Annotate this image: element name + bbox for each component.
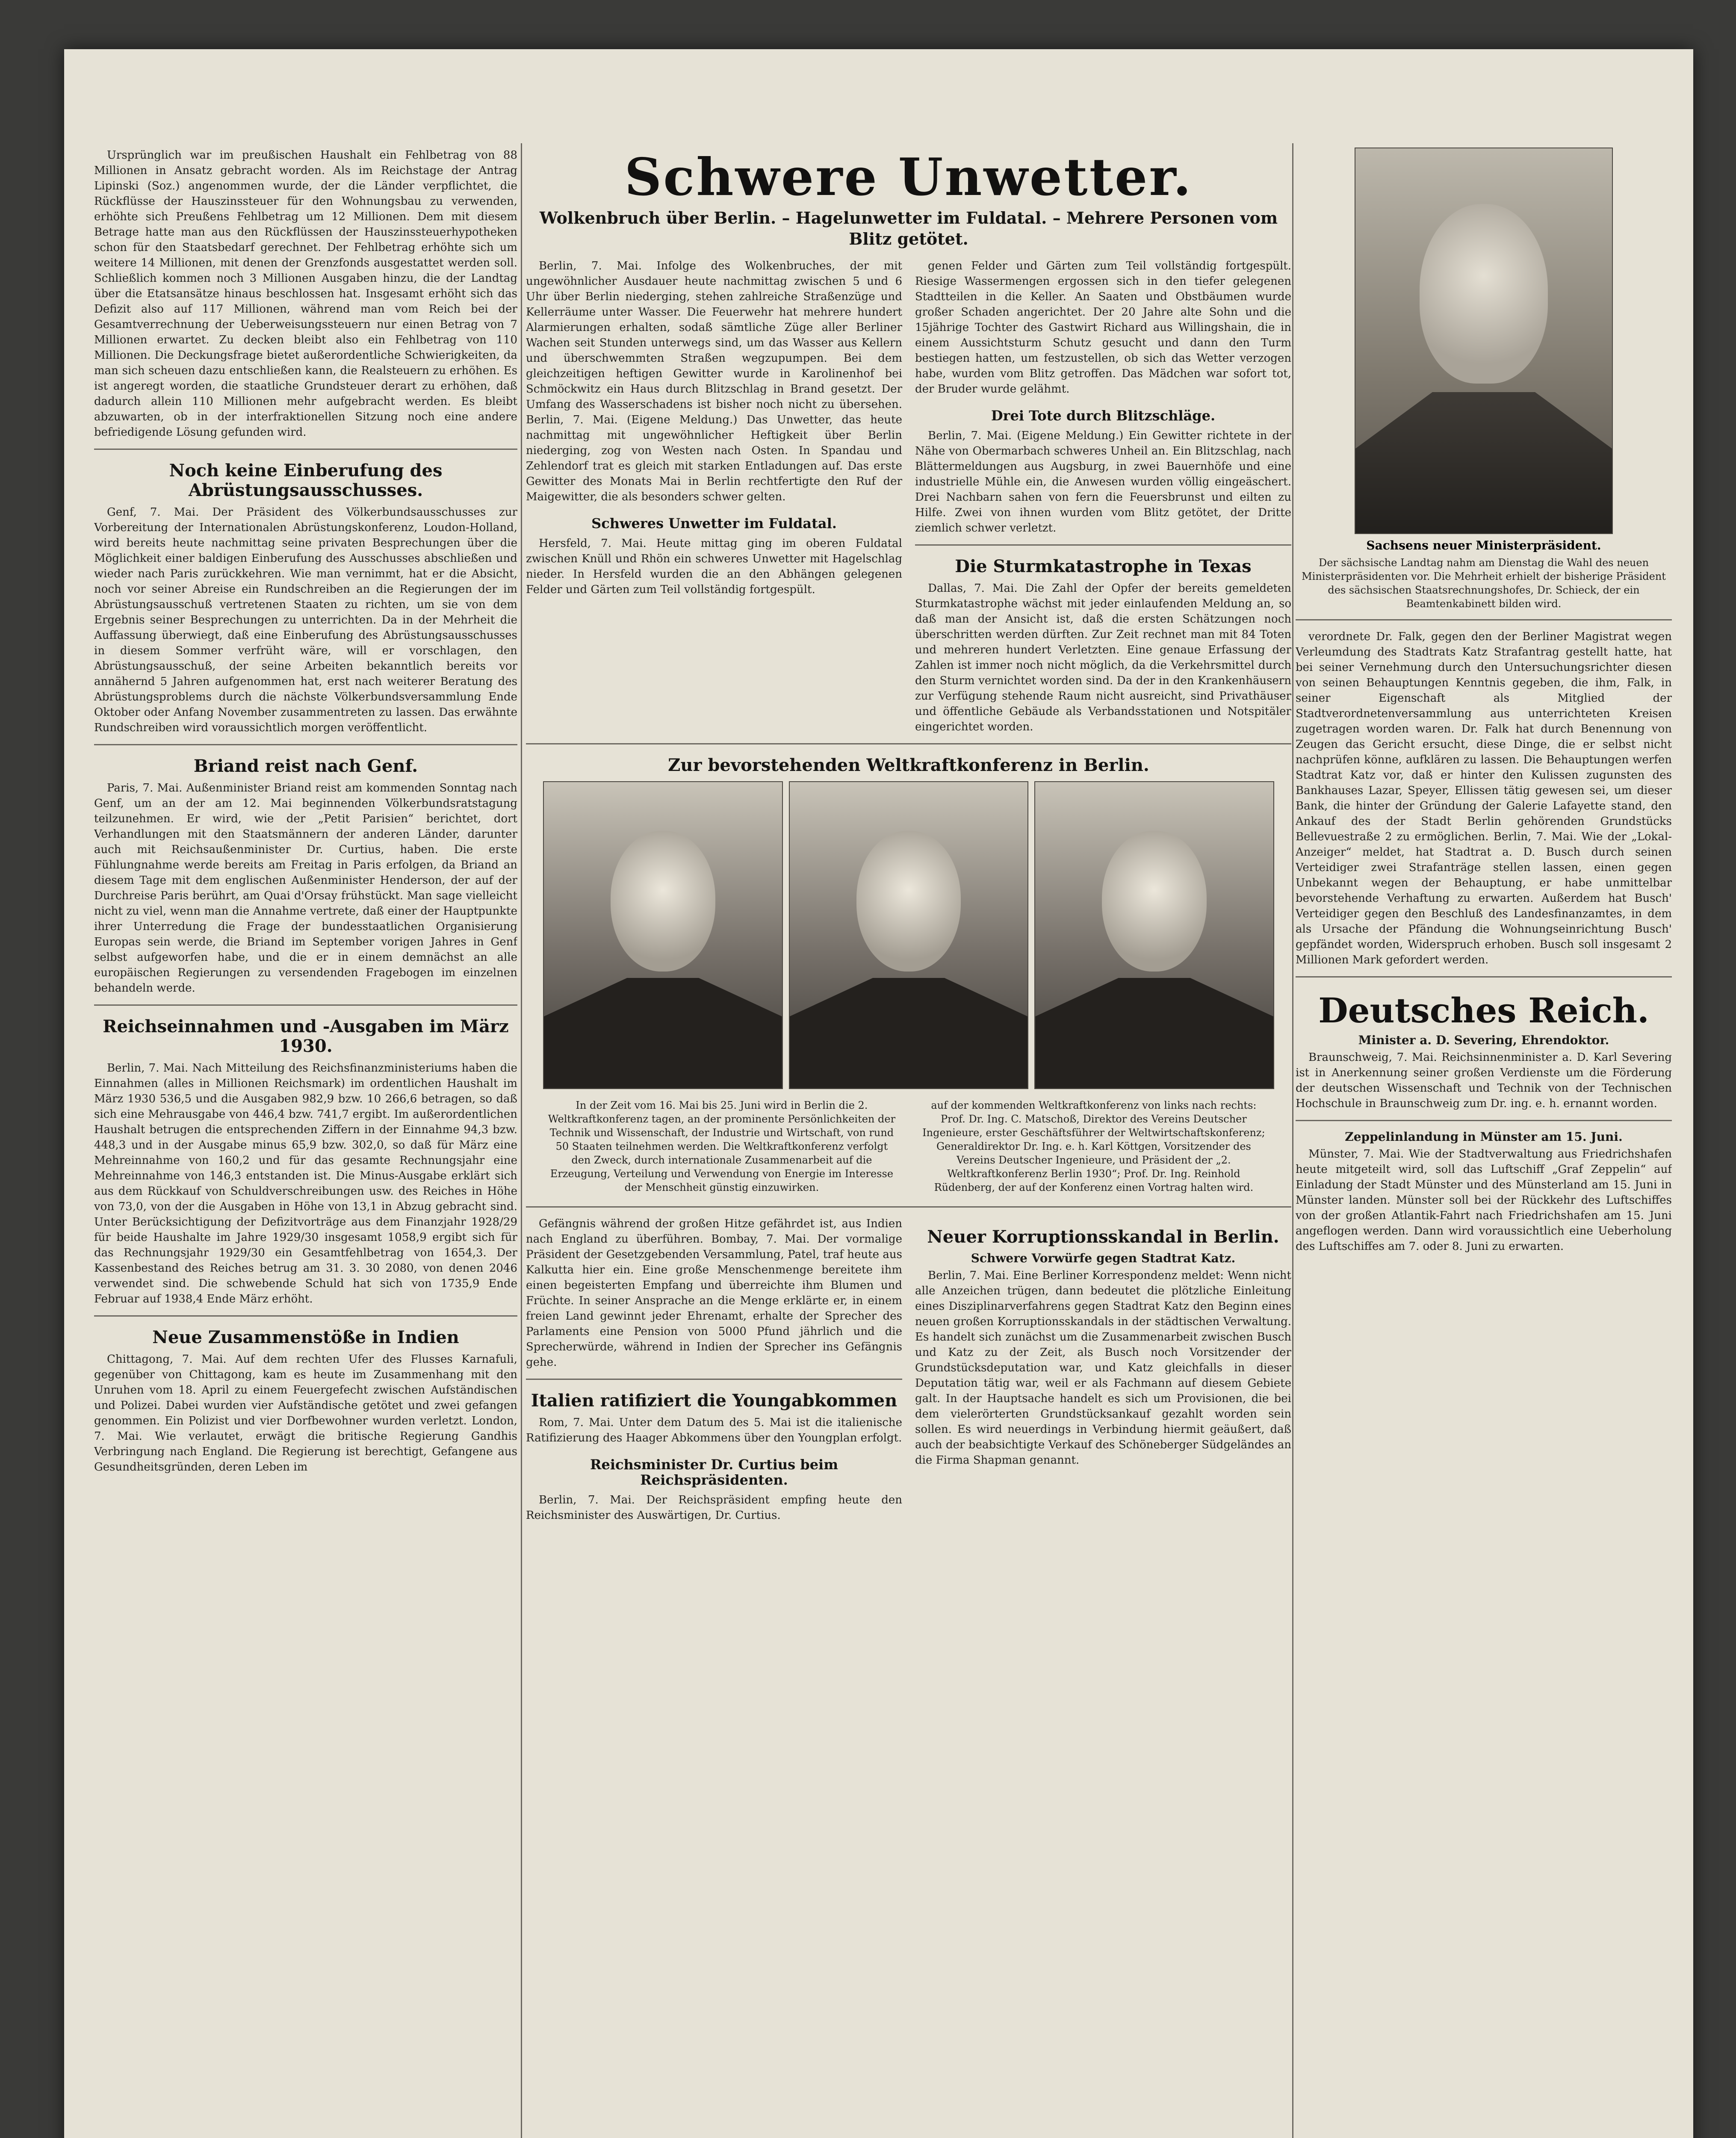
divider [526, 1379, 902, 1380]
portrait-photo [1355, 148, 1613, 534]
photo-group [543, 781, 1274, 1089]
photo-caption-right: auf der kommenden Weltkraftkonferenz von links nach rechts: Prof. Dr. Ing. C. Matschoß, Direktor des Vereins Deutscher Ingenieure, erster Geschäftsführer der Weltwirtschaftskonferenz; Generaldirektor Dr. Ing. e. h. Karl Köttgen, Vorsitzender des Vereins Deutscher Ingenieure, und Präsident der „2. Weltkraftkonferenz Berlin 1930“; Prof. Dr. Ing. Reinhold Rüdenberg, der auf der Konferenz einen Vortrag halten wird. [922, 1099, 1265, 1193]
right-column [1296, 49, 1672, 2138]
article-fulda: Hersfeld, 7. Mai. Heute mittag ging im oberen Fuldatal zwischen Knüll und Rhön ein schweres Unwetter mit Hagelschlag nieder. In Hersfeld wurden die an den Abhängen gelegenen Felder und Gärten zum Teil vollständig fortgespült. [526, 537, 902, 596]
article-texas: Dallas, 7. Mai. Die Zahl der Opfer der bereits gemeldeten Sturmkatastrophe wächst mit jeder einlaufenden Meldung an, so daß man der Ansicht ist, daß die ersten Schätzungen noch überschritten werden dürften. Zur Zeit rechnet man mit 84 Toten und mehreren hundert Verletzten. Eine genaue Erfassung der Zahlen ist immer noch nicht möglich, da die Verkehrsmittel durch den Sturm vernichtet worden sind. Da der in den Krankenhäusern zur Verfügung stehende Raum nicht ausreicht, sind Privathäuser und öffentliche Gebäude als Verbandsstationen und Notspitäler eingerichtet worden. [915, 582, 1291, 733]
divider [94, 1004, 517, 1006]
newspaper-page [64, 49, 1693, 2138]
headline-italy: Italien ratifiziert die Youngabkommen [531, 1390, 898, 1411]
divider [526, 743, 1291, 744]
column-rule [521, 143, 522, 2138]
article-india: Chittagong, 7. Mai. Auf dem rechten Ufer des Flusses Karnafuli, gegenüber von Chittagong, kam es heute im Zusammenhang mit den Unruhen vom 18. April zu einem Feuergefecht zwischen Aufständischen und Polizei. Dabei wurden vier Aufständische getötet und zwei gefangen genommen. Ein Polizist und vier Dorfbewohner wurden verletzt. London, 7. Mai. Wie verlautet, erwägt die britische Regierung Gandhis Verbringung nach England. Die Regierung ist berechtigt, Gefangene aus Gesundheitsgründen, deren Leben im [94, 1353, 517, 1474]
article-berlin-storm: Berlin, 7. Mai. Infolge des Wolkenbruches, der mit ungewöhnlicher Ausdauer heute nachmittag zwischen 5 und 6 Uhr über Berlin niederging, stehen zahlreiche Straßenzüge und Kellerräume unter Wasser. Die Feuerwehr hat mehrere hundert Alarmierungen erhalten, sodaß sämtliche Züge aller Berliner Wachen seit Stunden unterwegs sind, um das Wasser aus Kellern und überschwemmten Straßen wegzupumpen. Bei dem gleichzeitigen heftigen Gewitter wurde in Karolinenhof bei Schmöckwitz ein Haus durch Blitzschlag in Brand gesetzt. Der Umfang des Wasserschadens ist bisher noch nicht zu übersehen. Berlin, 7. Mai. (Eigene Meldung.) Das Unwetter, das heute nachmittag mit ungewöhnlicher Heftigkeit über Berlin niederging, zog von Westen nach Osten. In Spandau und Zehlendorf trat es gleich mit starken Entladungen auf. Das erste Gewitter des Monats Mai in Berlin rechtfertigte den Ruf der Maigewitter, die als besonders schwer gelten. [526, 259, 902, 503]
divider [915, 544, 1291, 546]
photo-caption-left: In der Zeit vom 16. Mai bis 25. Juni wird in Berlin die 2. Weltkraftkonferenz tagen, an der prominente Persönlichkeiten der Technik und Wissenschaft, der Industrie und Wirtschaft, von rund 50 Staaten teilnehmen werden. Die Weltkraftkonferenz verfolgt den Zweck, durch internationale Zusammenarbeit auf die Erzeugung, Verteilung und Verwendung von Energie im Interesse der Menschheit günstig einzuwirken. [548, 1099, 896, 1193]
center-section [526, 49, 1291, 2138]
divider [1296, 1120, 1672, 1121]
article-reich-budget: Berlin, 7. Mai. Nach Mitteilung des Reichsfinanzministeriums haben die Einnahmen (alles in Millionen Reichsmark) im ordentlichen Haushalt im März 1930 536,5 und die Ausgaben 982,9 bzw. 10 266,6 betragen, so daß sich eine Mehrausgabe von 446,4 bzw. 741,7 ergibt. Im außerordentlichen Haushalt betrugen die entsprechenden Ziffern in der Einnahme 94,3 bzw. 448,3 und in der Ausgabe minus 65,9 bzw. 302,0, so daß für März eine Mehreinnahme von 160,2 und für das gesamte Rechnungsjahr eine Mehreinnahme von 146,3 entstanden ist. Die Minus-Ausgabe erklärt sich aus dem Rückkauf von Schuldverschreibungen usw. des Reiches in Höhe von 73,0, von der die Ausgaben in Höhe von 13,1 in Abzug gebracht sind. Unter Berücksichtigung der Defizitvorträge aus dem Finanzjahr 1928/29 für beide Haushalte im Jahre 1929/30 insgesamt 1058,9 ergibt sich für das Rechnungsjahr 1929/30 ein Gesamtfehlbetrag von 1654,3. Der Kassenbestand des Reiches betrug am 31. 3. 30 2080, von denen 2046 verwendet sind. Die schwebende Schuld hat sich von 1735,9 Ende Februar auf 1938,4 Ende März erhöht. [94, 1062, 517, 1305]
headline-reich-budget: Reichseinnahmen und -Ausgaben im März 1930. [103, 1016, 509, 1056]
article-lightning: Berlin, 7. Mai. (Eigene Meldung.) Ein Gewitter richtete in der Nähe von Obermarbach schweres Unheil an. Ein Blitzschlag, nach Blättermeldungen aus Augsburg, in zwei Bauernhöfe und eine industrielle Mühle ein, die Anwesen wurden völlig eingeäschert. Drei Nachbarn sahen von fern die Feuersbrunst und eilten zu Hilfe. Zwei von ihnen wurden vom Blitz getötet, der Dritte ziemlich schwer verletzt. [915, 429, 1291, 534]
headline-corruption: Neuer Korruptionsskandal in Berlin. [927, 1226, 1279, 1247]
photo-caption: Der sächsische Landtag nahm am Dienstag die Wahl des neuen Ministerpräsidenten vor. Die Mehrheit erhielt der bisherige Präsident des sächsischen Staatsrechnungshofes, Dr. Schieck, der ein Beamtenkabinett bilden wird. [1302, 557, 1666, 610]
headline-world-power: Zur bevorstehenden Weltkraftkonferenz in Berlin. [668, 755, 1149, 775]
article-curtius: Berlin, 7. Mai. Der Reichspräsident empfing heute den Reichsminister des Auswärtigen, Dr. Curtius. [526, 1494, 902, 1522]
article-fulda-cont: genen Felder und Gärten zum Teil vollständig fortgespült. Riesige Wassermengen ergossen sich in den tiefer gelegenen Stadtteilen in die Keller. An Saaten und Obstbäumen wurde großer Schaden angerichtet. Der 20 Jahre alte Sohn und die 15jährige Tochter des Gastwirt Richard aus Willingshain, die in einem Aussichtsturm Schutz gesucht und dann den Turm bestiegen hatten, um festzustellen, ob sich das Wetter verzogen habe, wurden vom Blitz getroffen. Das Mädchen war sofort tot, der Bruder wurde gelähmt. [915, 259, 1291, 396]
left-column [94, 49, 517, 2138]
portrait-photo [543, 781, 783, 1089]
article-corruption: Berlin, 7. Mai. Eine Berliner Korrespondenz meldet: Wenn nicht alle Anzeichen trügen, dann bedeutet die plötzliche Einleitung eines Disziplinarverfahrens gegen Stadtrat Katz den Beginn eines neuen großen Korruptionsskandals in der städtischen Verwaltung. Es handelt sich zunächst um die Zusammenarbeit zwischen Busch und Katz zu der Zeit, als Busch noch Vorsitzender der Grundstücksdeputation war, und Katz gleichfalls in dieser Deputation tätig war, weil er als Fachmann auf diesem Gebiete galt. In der Hauptsache handelt es sich um Provisionen, die bei dem vielerörterten Grundstücksankauf gezahlt worden sein sollen. Es wird neuerdings in Verbindung hiermit geäußert, daß auch der beabsichtigte Verkauf des Schöneberger Südgeländes an die Firma Shapman genannt. [915, 1269, 1291, 1467]
article-katz: verordnete Dr. Falk, gegen den der Berliner Magistrat wegen Verleumdung des Stadtrats Katz Strafantrag gestellt hatte, hat bei seiner Vernehmung durch den Untersuchungsrichter diesen von seinen Behauptungen Kenntnis gegeben, die ihm, Falk, in seiner Eigenschaft als Mitglied der Stadtverordnetenversammlung aus unterrichteten Kreisen zugetragen worden waren. Dr. Falk hat durch Benennung von Zeugen das Gericht ersucht, diese Dinge, die er selbst nicht nachprüfen könne, aufklären zu lassen. Die Behauptungen werfen Stadtrat Katz vor, daß er hinter den Kulissen zugunsten des Bankhauses Lazar, Speyer, Ellissen tätig gewesen sei, um dieser Bank, die hinter der Gründung der Galerie Lafayette stand, den Ankauf des der Stadt Berlin gehörenden Grundstücks Bellevuestraße 2 zu ermöglichen. Berlin, 7. Mai. Wie der „Lokal-Anzeiger“ meldet, hat Stadtrat a. D. Busch durch seinen Verteidiger zwei Strafanträge stellen lassen, einen gegen Unbekannt wegen der Behauptung, er habe unmittelbar bevorstehende Verhaftung zu erwarten. Außerdem hat Busch' Verteidiger gegen den Beschluß des Landesfinanzamtes, in dem als Ursache der Pfändung die Wohnungseinrichtung Busch' gepfändet worden, Widerspruch erhoben. Busch soll insgesamt 2 Millionen Mark gefordert werden. [1296, 630, 1672, 966]
headline-fulda: Schweres Unwetter im Fuldatal. [591, 515, 837, 532]
portrait-photo [1034, 781, 1274, 1089]
article-briand: Paris, 7. Mai. Außenminister Briand reist am kommenden Sonntag nach Genf, um an der am 12. Mai beginnenden Völkerbundsratstagung teilzunehmen. Er wird, wie der „Petit Parisien“ berichtet, dort Verhandlungen mit den Staatsmännern der anderen Länder, darunter auch mit Reichsaußenminister Dr. Curtius, haben. Die erste Fühlungnahme werde bereits am Freitag in Paris erfolgen, da Briand an diesem Tage mit dem englischen Außenminister Henderson, der auf der Durchreise Paris berührt, am Quai d'Orsay frühstückt. Man sage vielleicht nicht zu viel, wenn man die Annahme vertrete, daß einer der Hauptpunkte ihrer Unterredung die Frage der bundesstaatlichen Organisierung Europas sein werde, die Briand im September vorigen Jahres in Genf selbst aufgeworfen habe, und die er in einem demnächst an alle europäischen Regierungen zu versendenden Fragebogen im einzelnen behandeln werde. [94, 782, 517, 995]
main-subheadline: Wolkenbruch über Berlin. – Hagelunwetter im Fuldatal. – Mehrere Personen vom Blitz getötet. [539, 208, 1278, 249]
headline-texas: Die Sturmkatastrophe in Texas [955, 556, 1252, 576]
photo-caption-title: Sachsens neuer Ministerpräsident. [1366, 538, 1601, 552]
headline-severing: Minister a. D. Severing, Ehrendoktor. [1358, 1033, 1609, 1047]
divider [1296, 619, 1672, 620]
divider [94, 449, 517, 450]
article-zeppelin: Münster, 7. Mai. Wie der Stadtverwaltung aus Friedrichshafen heute mitgeteilt wird, soll das Luftschiff „Graf Zeppelin“ auf Einladung der Stadt Münster und des Münsterland am 15. Juni in Münster landen. Münster soll bei der Rückkehr des Luftschiffes von der großen Atlantik-Fahrt nach Friedrichshafen am 15. Juni angeflogen werden. Dann wird voraussichtlich eine Ueberholung des Luftschiffes am 7. oder 8. Juni zu erwarten. [1296, 1148, 1672, 1253]
headline-disarmament: Noch keine Einberufung des Abrüstungsausschusses. [169, 461, 443, 500]
article-disarmament: Genf, 7. Mai. Der Präsident des Völkerbundsausschusses zur Vorbereitung der Internationalen Abrüstungskonferenz, Loudon-Holland, wird bereits heute nachmittag seine privaten Besprechungen über die Möglichkeit einer baldigen Einberufung des Ausschusses abschließen und wieder nach Paris zurückkehren. Wie man vernimmt, hat er die Absicht, noch vor seiner Abreise ein Rundschreiben an die Regierungen der im Abrüstungsausschuß vertretenen Staaten zu richten, um sie von dem Ergebnis seiner Besprechungen zu unterrichten. Da in der Mehrheit die Auffassung überwiegt, daß eine Einberufung des Abrüstungsausschusses in diesem Sommer verfrüht wäre, will er vorschlagen, den Abrüstungsausschuß, der seine Arbeiten bekanntlich bereits vor annähernd 5 Jahren aufgenommen hat, erst nach weiterer Beratung des Abrüstungsproblems durch die nächste Völkerbundsversammlung Ende Oktober oder Anfang November zusammentreten zu lassen. Das erwähnte Rundschreiben wird voraussichtlich morgen veröffentlicht. [94, 506, 517, 734]
article-italy: Rom, 7. Mai. Unter dem Datum des 5. Mai ist die italienische Ratifizierung des Haager Abkommens über den Youngplan erfolgt. [526, 1416, 902, 1444]
headline-briand: Briand reist nach Genf. [193, 756, 418, 776]
headline-zeppelin: Zeppelinlandung in Münster am 15. Juni. [1345, 1130, 1623, 1144]
article-india-cont: Gefängnis während der großen Hitze gefährdet ist, aus Indien nach England zu überführen. Bombay, 7. Mai. Der vormalige Präsident der Gesetzgebenden Versammlung, Patel, traf heute aus Kalkutta hier ein. Eine große Menschenmenge bereitete ihm einen begeisterten Empfang und überreichte ihm Blumen und Früchte. In seiner Ansprache an die Menge erklärte er, in einem freien Land gewinnt jeder Ehrenamt, erhalte der Sprecher des Parlaments eine Pension von 5000 Pfund jährlich und die Sprecherwürde, während in Indien der Sprecher ins Gefängnis gehe. [526, 1217, 902, 1369]
divider [94, 1315, 517, 1317]
headline-india: Neue Zusammenstöße in Indien [152, 1327, 459, 1347]
headline-lightning: Drei Tote durch Blitzschläge. [991, 407, 1216, 424]
portrait-photo [789, 781, 1029, 1089]
divider [1296, 976, 1672, 977]
article-budget: Ursprünglich war im preußischen Haushalt ein Fehlbetrag von 88 Millionen in Ansatz gebracht worden. Als im Reichstage der Antrag Lipinski (Soz.) angenommen wurde, der die Länder verpflichtet, die Rückflüsse der Hauszinssteuer für den Wohnungsbau zu verwenden, erhöhte sich Preußens Fehlbetrag um 12 Millionen. Dem mit diesem Betrage hatte man aus den Rückflüssen der Hauszinssteuerhypotheken schon für den Staatsbedarf gerechnet. Der Fehlbetrag erhöhte sich um weitere 14 Millionen, mit denen der Grenzfonds ausgestattet werden soll. Schließlich kommen noch 3 Millionen Ausgaben hinzu, die der Landtag über die Etatsansätze hinaus beschlossen hat. Insgesamt erhöht sich das Defizit also auf 117 Millionen, während man vom Reich bei der Gesamtverrechnung der Ueberweisungssteuern nur einen Betrag von 7 Millionen erwartet. Zu decken bleibt also ein Fehlbetrag von 110 Millionen. Die Deckungsfrage bietet außerordentliche Schwierigkeiten, da man sich scheuen dazu entschließen kann, die Realsteuern zu erhöhen. Es ist angeregt worden, die staatliche Grundsteuer derart zu erhöhen, daß dadurch allein 110 Millionen mehr aufgebracht werden. Es bleibt abzuwarten, ob in der interfraktionellen Sitzung noch eine andere befriedigende Lösung gefunden wird. [94, 149, 517, 439]
main-headline: Schwere Unwetter. [624, 147, 1193, 207]
column-rule [1292, 143, 1293, 2138]
divider [526, 1206, 1291, 1208]
section-headline-reich: Deutsches Reich. [1318, 990, 1649, 1031]
headline-curtius: Reichsminister Dr. Curtius beim Reichspräsidenten. [590, 1456, 838, 1488]
subheadline-corruption: Schwere Vorwürfe gegen Stadtrat Katz. [971, 1251, 1236, 1265]
divider [94, 744, 517, 745]
article-severing: Braunschweig, 7. Mai. Reichsinnenminister a. D. Karl Severing ist in Anerkennung seiner großen Verdienste um die Förderung der deutschen Wissenschaft und Technik von der Technischen Hochschule in Braunschweig zum Dr. ing. e. h. ernannt worden. [1296, 1051, 1672, 1110]
